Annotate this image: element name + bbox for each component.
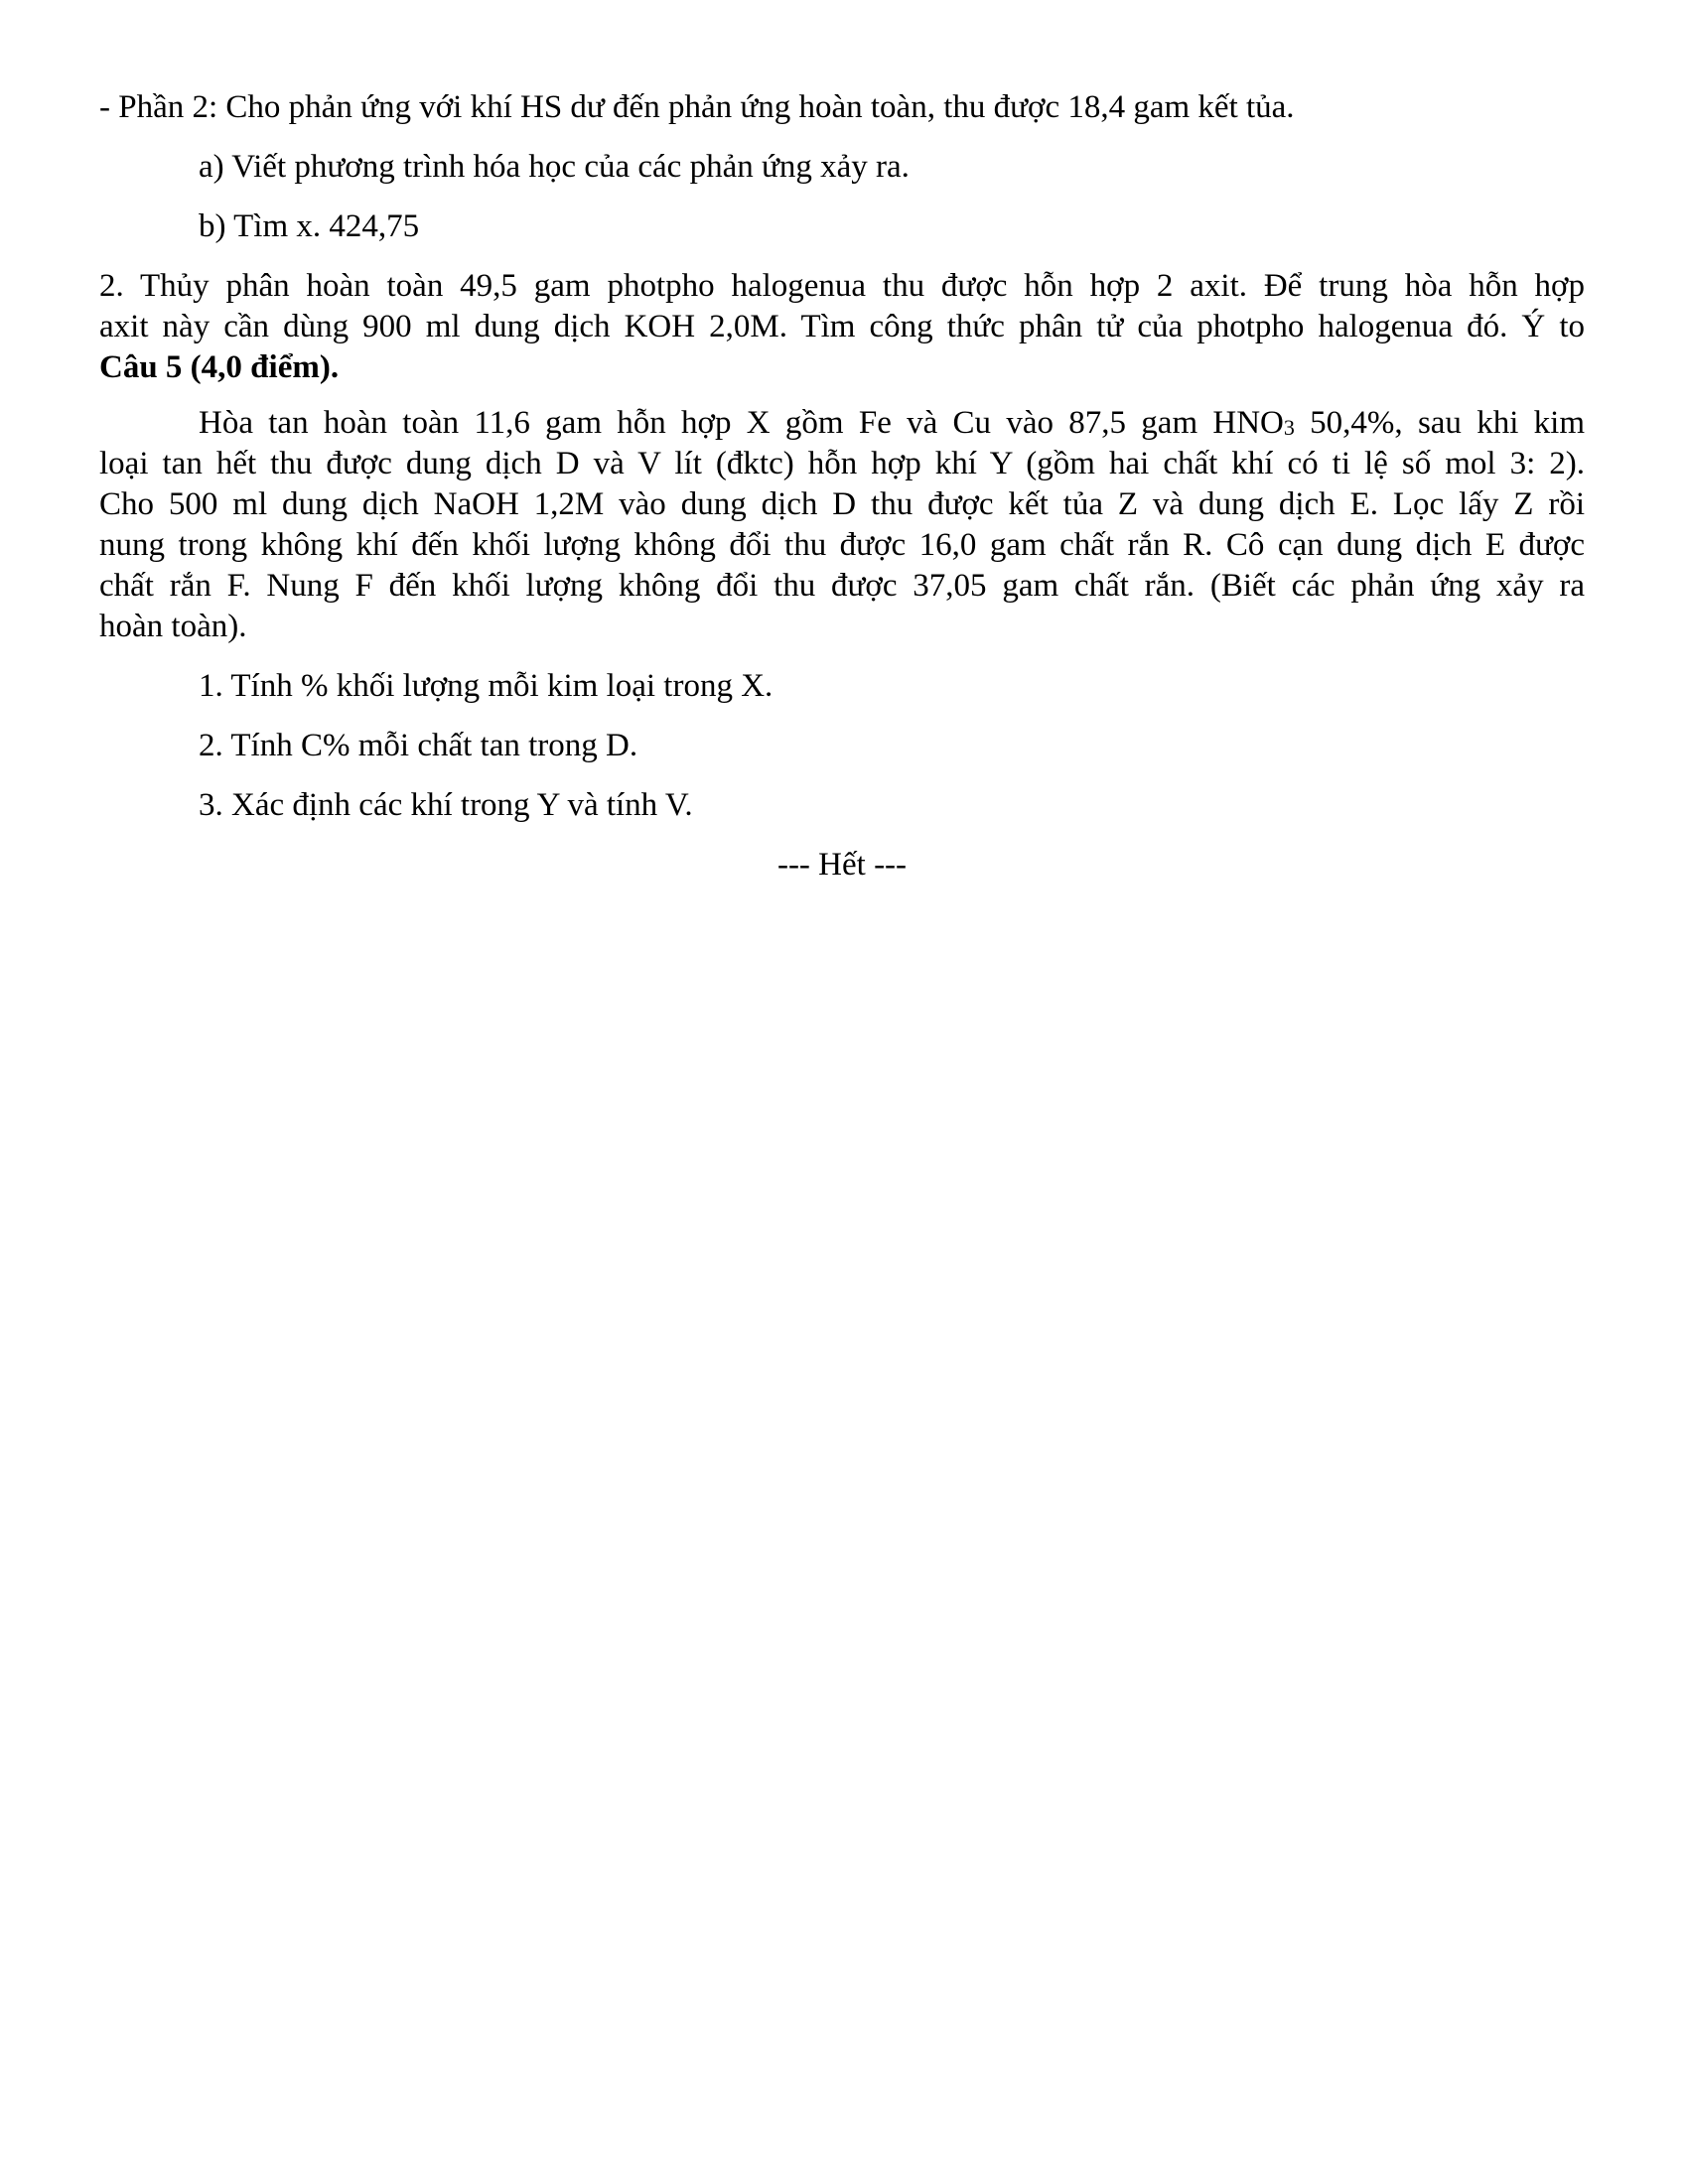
q4-item2-line2: axit này cần dùng 900 ml dung dịch KOH 2,0M. Tìm công thức phân tử của photpho halogenua đó. Ý to bbox=[99, 309, 1585, 344]
q4-item-b: b) Tìm x. 424,75 bbox=[199, 208, 420, 244]
q5-paragraph bbox=[99, 403, 1585, 647]
q5-para-line3: Cho 500 ml dung dịch NaOH 1,2M vào dung dịch D thu được kết tủa Z và dung dịch E. Lọc lấy Z rồi bbox=[99, 486, 1585, 522]
q5-para-line1: Hòa tan hoàn toàn 11,6 gam hỗn hợp X gồm Fe và Cu vào 87,5 gam $HNO_3$ 50,4%, sau khi kim bbox=[199, 405, 1585, 441]
q5-item-3: 3. Xác định các khí trong Y và tính V. bbox=[199, 787, 693, 823]
q4-part2-line: - Phần 2: Cho phản ứng với khí HS dư đến phản ứng hoàn toàn, thu được 18,4 gam kết tủa. bbox=[99, 89, 1295, 125]
q4-item2-line1: 2. Thủy phân hoàn toàn 49,5 gam photpho halogenua thu được hỗn hợp 2 axit. Để trung hòa hỗn hợp bbox=[99, 268, 1585, 304]
document-page bbox=[99, 87, 1585, 886]
q5-para-line6: hoàn toàn). bbox=[99, 609, 247, 644]
q5-para-line2: loại tan hết thu được dung dịch D và V lít (đktc) hỗn hợp khí Y (gồm hai chất khí có ti lệ số mol 3: 2). bbox=[99, 446, 1585, 481]
q4-item-a: a) Viết phương trình hóa học của các phản ứng xảy ra. bbox=[199, 149, 910, 185]
footer-end-marker: --- Hết --- bbox=[776, 847, 908, 883]
q5-item-2: 2. Tính C% mỗi chất tan trong D. bbox=[199, 728, 638, 763]
q5-para-line4: nung trong không khí đến khối lượng không đổi thu được 16,0 gam chất rắn R. Cô cạn dung dịch E được bbox=[99, 527, 1585, 563]
q5-item-1: 1. Tính % khối lượng mỗi kim loại trong X. bbox=[199, 668, 774, 704]
q5-para-line5: chất rắn F. Nung F đến khối lượng không đổi thu được 37,05 gam chất rắn. (Biết các phản ứng xảy ra bbox=[99, 568, 1585, 604]
q5-heading: Câu 5 (4,0 điểm). bbox=[99, 349, 340, 385]
